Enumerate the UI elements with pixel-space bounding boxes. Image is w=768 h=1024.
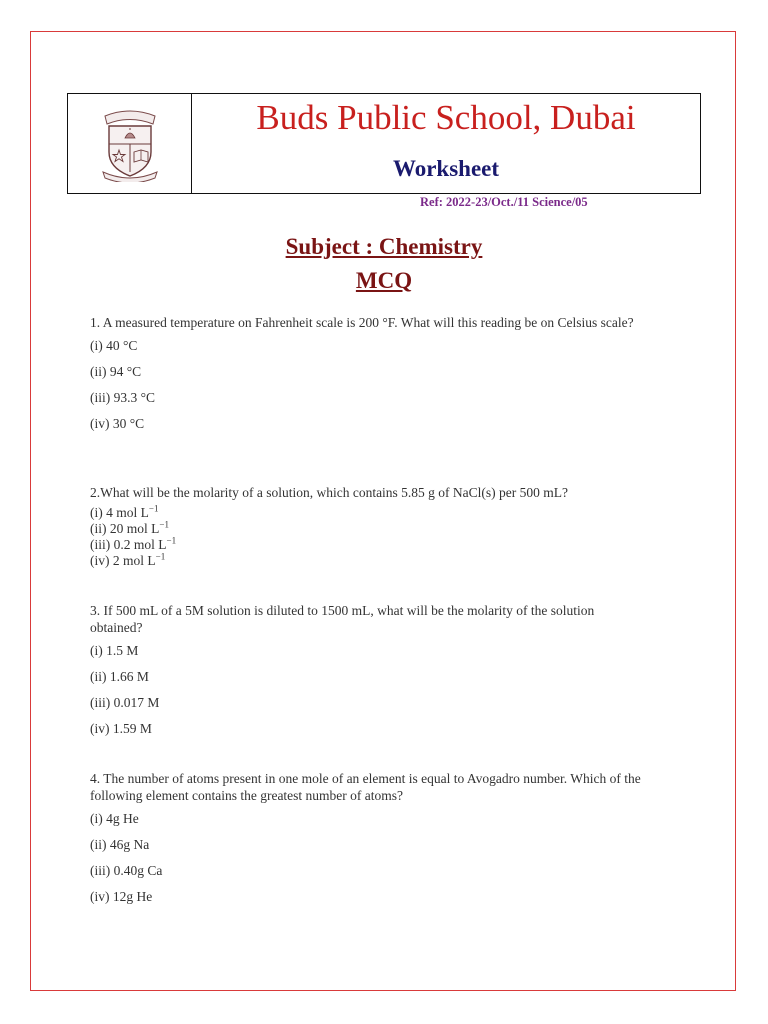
- answer-option: (ii) 46g Na: [90, 837, 150, 852]
- answer-option: [90, 505, 650, 521]
- answer-option: (iv) 30 °C: [90, 416, 145, 431]
- question-4: [90, 770, 650, 905]
- answer-option-text: (i) 4 mol L: [90, 505, 149, 520]
- superscript: −1: [148, 503, 159, 514]
- superscript: −1: [159, 519, 169, 530]
- reference-number: Ref: 2022-23/Oct./11 Science/05: [420, 195, 588, 209]
- header-box: [67, 93, 701, 194]
- logo-cell: [68, 94, 192, 193]
- title-cell: [192, 94, 700, 193]
- question-text: 3. If 500 mL of a 5M solution is diluted to 1500 mL, what will be the molarity of the solution obtained?: [90, 603, 595, 635]
- school-crest-logo: [97, 106, 163, 182]
- superscript: −1: [155, 551, 166, 562]
- question-3: [90, 602, 650, 752]
- mcq-title: MCQ: [355, 268, 413, 293]
- answer-option: [90, 553, 650, 569]
- answer-option: (i) 4g He: [90, 811, 139, 826]
- answer-option: (ii) 94 °C: [90, 364, 142, 379]
- answer-option: (i) 40 °C: [90, 338, 138, 353]
- answer-option: (iv) 12g He: [90, 889, 153, 904]
- answer-option: (iv) 1.59 M: [90, 721, 152, 736]
- answer-option: [90, 537, 650, 553]
- subject-title: Subject : Chemistry: [285, 234, 483, 259]
- answer-option-text: (iv) 2 mol L: [90, 553, 156, 568]
- answer-option: (i) 1.5 M: [90, 643, 139, 658]
- answer-option-text: (ii) 20 mol L: [90, 521, 160, 536]
- question-2: [90, 484, 650, 602]
- question-text: 2.What will be the molarity of a solution, which contains 5.85 g of NaCl(s) per 500 mL?: [90, 485, 569, 500]
- superscript: −1: [166, 535, 177, 546]
- question-text: 1. A measured temperature on Fahrenheit scale is 200 °F. What will this reading be on Celsius scale?: [90, 315, 634, 330]
- questions-list: [90, 314, 650, 914]
- question-1: [90, 314, 650, 464]
- answer-option: (ii) 1.66 M: [90, 669, 149, 684]
- answer-option: (iii) 93.3 °C: [90, 390, 156, 405]
- answer-option: (iii) 0.017 M: [90, 695, 160, 710]
- answer-option: (iii) 0.40g Ca: [90, 863, 163, 878]
- worksheet-label: Worksheet: [392, 156, 500, 181]
- answer-option-text: (iii) 0.2 mol L: [90, 537, 167, 552]
- question-text: 4. The number of atoms present in one mole of an element is equal to Avogadro number. Which of the following element contains the greatest number of atoms?: [90, 771, 641, 803]
- school-name: Buds Public School, Dubai: [256, 98, 636, 137]
